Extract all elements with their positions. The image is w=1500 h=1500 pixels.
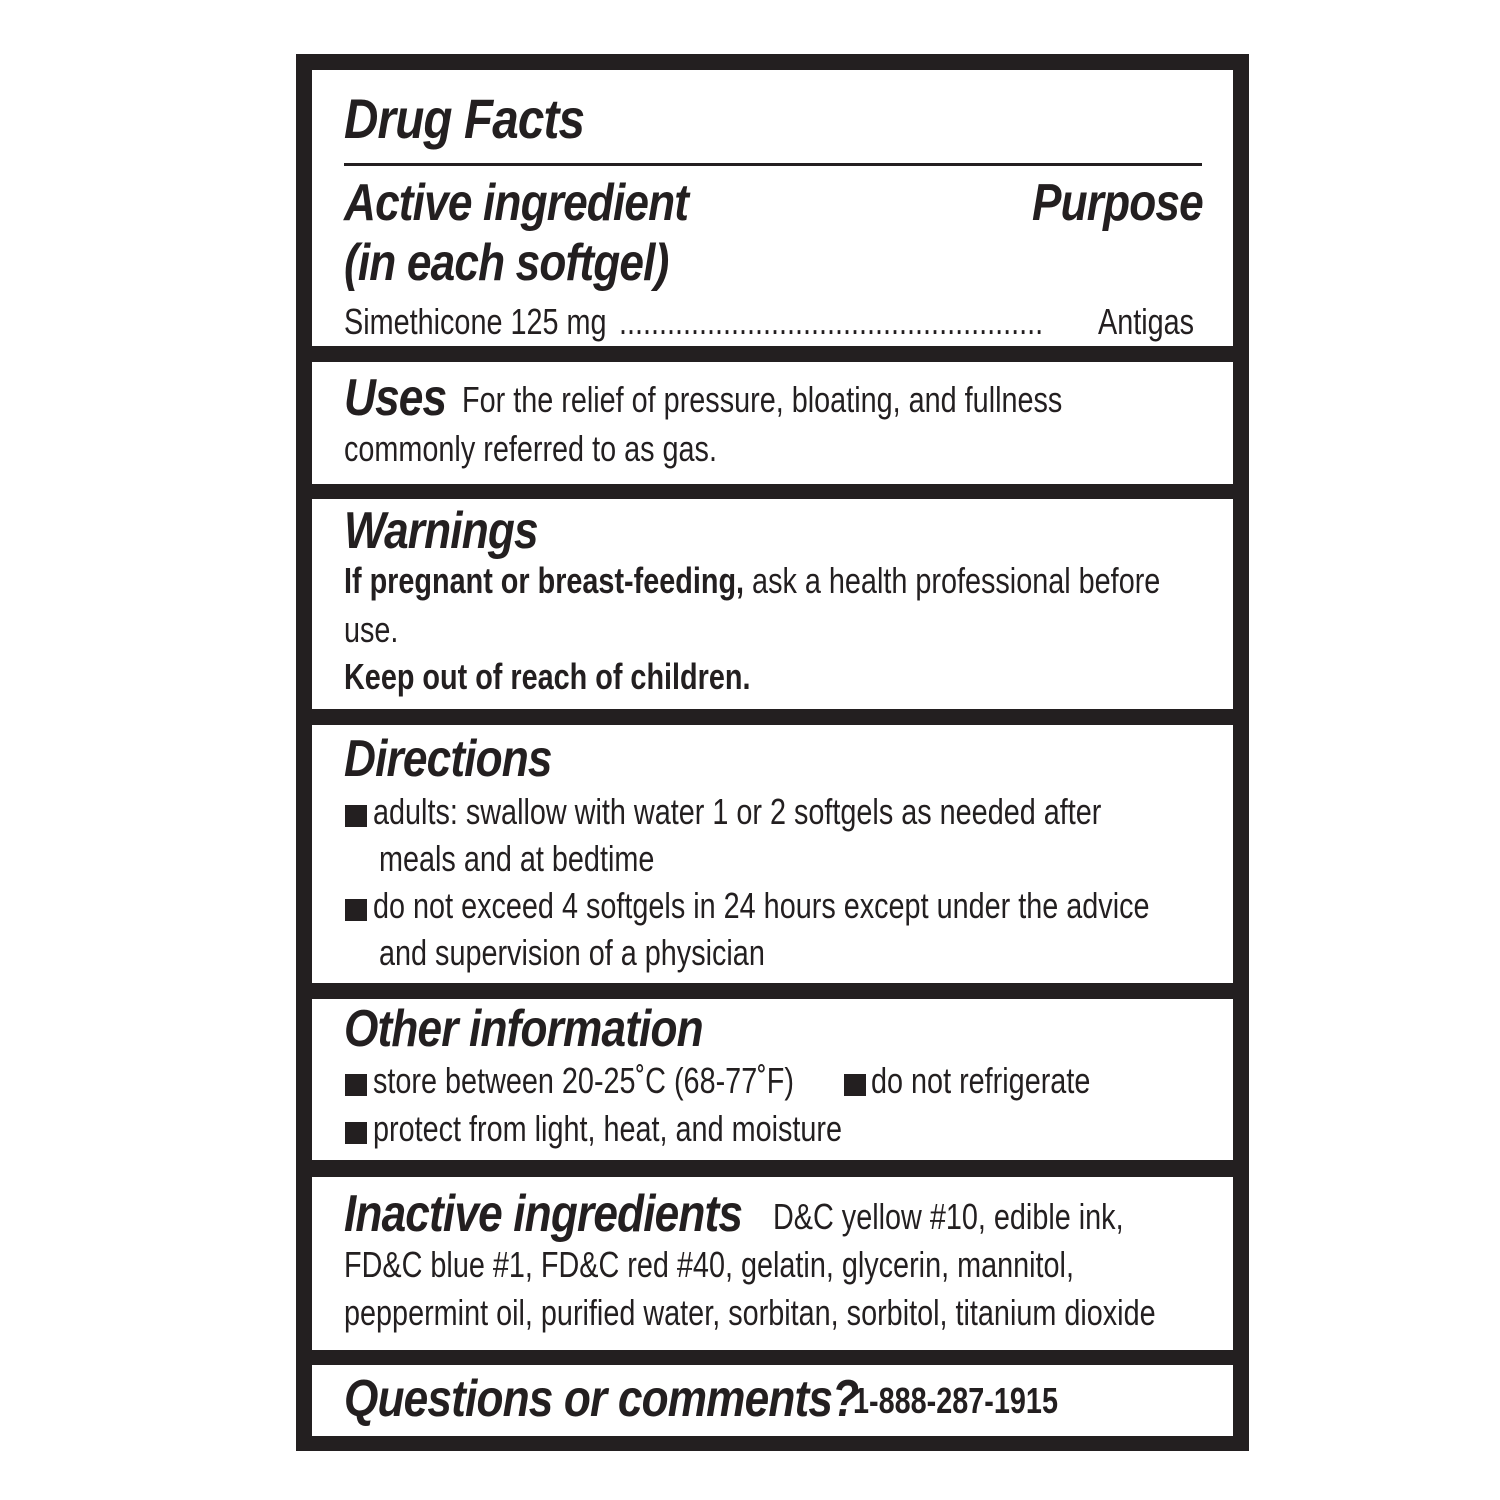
bullet-square-icon [345,1074,367,1096]
children-warning: Keep out of reach of children. [344,656,751,697]
ingredient-name: Simethicone 125 mg [344,301,607,342]
directions-item-2-line1: do not exceed 4 softgels in 24 hours except under the advice [373,885,1150,926]
other-information-heading: Other information [344,1000,703,1058]
other-item-refrigerate: do not refrigerate [871,1060,1091,1101]
pregnant-warning-text: ask a health professional before [752,560,1161,601]
active-ingredient-heading: Active ingredient [344,174,689,232]
other-item-storage: store between 20-25˚C (68-77˚F) [373,1060,794,1101]
inactive-ingredients-panel [312,1177,1233,1350]
directions-item-1-line1: adults: swallow with water 1 or 2 softgels as needed after [373,791,1102,832]
active-ingredient-subheading: (in each softgel) [344,234,669,292]
warnings-heading: Warnings [344,502,538,560]
directions-item-2-line2: and supervision of a physician [379,932,765,973]
warnings-panel [312,499,1233,709]
uses-text-line1: For the relief of pressure, bloating, and fullness [462,379,1063,420]
bullet-square-icon [345,899,367,921]
directions-panel [312,725,1233,983]
uses-text-line2: commonly referred to as gas. [344,428,717,469]
purpose-heading: Purpose [1032,174,1203,232]
inactive-ingredients-line1: D&C yellow #10, edible ink, [773,1196,1124,1237]
inactive-ingredients-heading: Inactive ingredients [344,1185,743,1243]
ingredient-purpose: Antigas [1098,301,1195,342]
drug-facts-label [296,54,1249,1451]
pregnant-warning-bold: If pregnant or breast-feeding, [344,560,745,601]
dot-leader: ..................................................... [619,301,1044,342]
pregnant-warning-line2: use. [344,609,399,650]
bullet-square-icon [345,1122,367,1144]
bullet-square-icon [345,805,367,827]
inactive-ingredients-line3: peppermint oil, purified water, sorbitan, sorbitol, titanium dioxide [344,1292,1156,1333]
questions-panel [312,1365,1233,1436]
drug-facts-title: Drug Facts [344,87,585,150]
other-information-panel [312,999,1233,1160]
uses-panel [312,362,1233,484]
title-divider [344,163,1202,166]
pregnant-warning [344,560,1160,602]
other-item-protect: protect from light, heat, and moisture [373,1108,843,1149]
inactive-ingredients-line2: FD&C blue #1, FD&C red #40, gelatin, glycerin, mannitol, [344,1244,1074,1285]
uses-heading: Uses [344,369,447,427]
active-ingredient-panel [312,70,1233,346]
bullet-square-icon [844,1074,866,1096]
directions-heading: Directions [344,730,552,788]
questions-heading: Questions or comments? [344,1370,859,1428]
phone-number[interactable]: 1-888-287-1915 [853,1380,1058,1421]
directions-item-1-line2: meals and at bedtime [379,838,655,879]
